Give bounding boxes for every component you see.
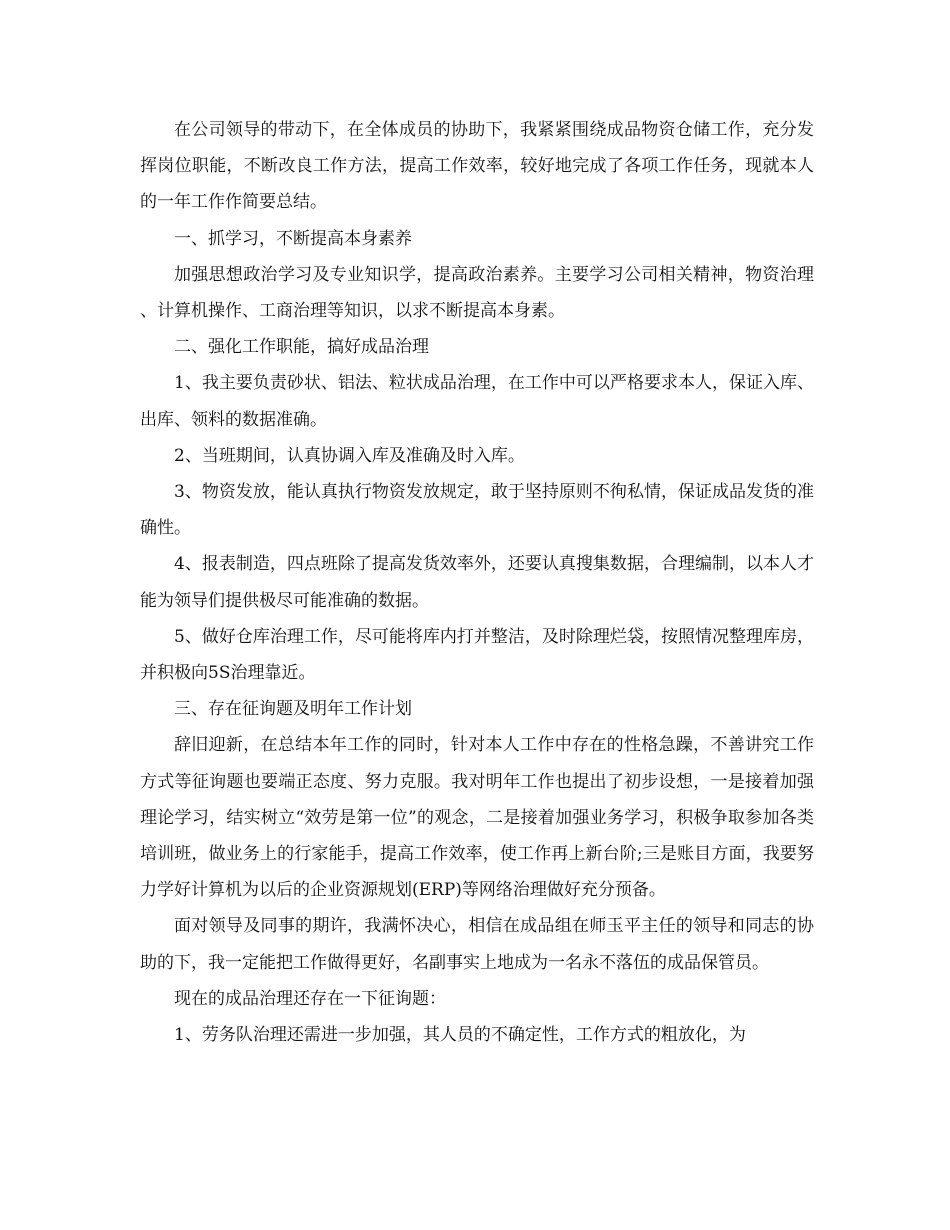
- list-item-2: 2、当班期间，认真协调入库及准确及时入库。: [174, 445, 525, 466]
- plan-paragraph: 辞旧迎新，在总结本年工作的同时，针对本人工作中存在的性格急躁，不善讲究工作方式等征询题也要端正态度、努力克服。我对明年工作也提出了初步设想，一是接着加强理论学习，结实树立“效劳是第一位”的观念，二是接着加强业务学习，积极争取参加各类培训班，做业务上的行家能手，提高工作效率，使工作再上新台阶;三是账目方面，我要努力学好计算机为以后的企业资源规划(ERP)等网络治理做好充分预备。: [140, 735, 814, 901]
- list-item-1: 1、我主要负责砂状、铝法、粒状成品治理，在工作中可以严格要求本人，保证入库、出库、领料的数据准确。: [140, 373, 814, 430]
- document-page: [140, 112, 814, 1053]
- intro-paragraph: 在公司领导的带动下，在全体成员的协助下，我紧紧围绕成品物资仓储工作，充分发挥岗位职能，不断改良工作方法，提高工作效率，较好地完成了各项工作任务，现就本人的一年工作作简要总结。: [140, 120, 814, 213]
- list-item-4: 4、报表制造，四点班除了提高发货效率外，还要认真搜集数据，合理编制，以本人才能为领导们提供极尽可能准确的数据。: [140, 554, 814, 611]
- section-heading-management: 二、强化工作职能，搞好成品治理: [174, 337, 429, 358]
- list-item-3: 3、物资发放，能认真执行物资发放规定，敢于坚持原则不徇私情，保证成品发货的准确性。: [140, 482, 814, 539]
- section-heading-problems-plan: 三、存在征询题及明年工作计划: [174, 699, 412, 720]
- problem-item-1: 1、劳务队治理还需进一步加强，其人员的不确定性，工作方式的粗放化，为: [174, 1025, 746, 1046]
- list-item-5: 5、做好仓库治理工作，尽可能将库内打并整洁，及时除理烂袋，按照情况整理库房，并积极向5S治理靠近。: [140, 626, 814, 684]
- study-paragraph: 加强思想政治学习及专业知识学，提高政治素养。主要学习公司相关精神，物资治理、计算机操作、工商治理等知识，以求不断提高本身素。: [140, 264, 814, 322]
- resolution-paragraph: 面对领导及同事的期许，我满怀决心，相信在成品组在师玉平主任的领导和同志的协助的下，我一定能把工作做得更好，名副事实上地成为一名永不落伍的成品保管员。: [140, 916, 814, 973]
- section-heading-study: 一、抓学习，不断提高本身素养: [174, 228, 412, 249]
- problems-intro: 现在的成品治理还存在一下征询题：: [174, 988, 446, 1009]
